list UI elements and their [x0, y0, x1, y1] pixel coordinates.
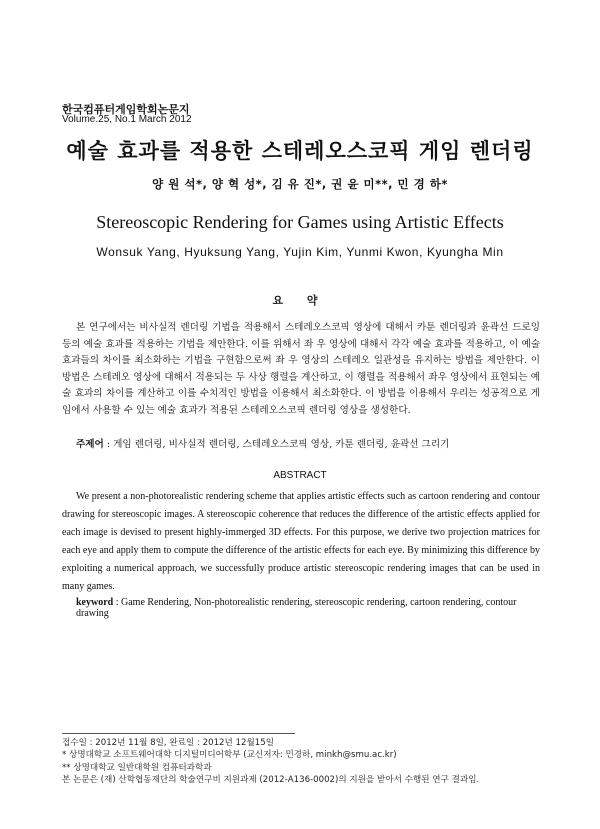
authors-korean: 양 원 석*, 양 혁 성*, 김 유 진*, 권 윤 미**, 민 경 하*	[152, 177, 448, 191]
abstract-english-heading: ABSTRACT	[273, 470, 327, 481]
footnote-affiliation-1: * 상명대학교 소프트웨어대학 디지털미디어학부 (교신저자: 민경하, minkh@smu.ac.kr)	[62, 750, 397, 761]
paper-title-korean: 예술 효과를 적용한 스테레오스코픽 게임 렌더링	[66, 139, 534, 163]
journal-name: 한국컴퓨터게임학회논문지	[62, 104, 190, 116]
abstract-korean-heading: 요 약	[272, 294, 328, 307]
footnote-received-date: 접수일 : 2012년 11월 8일, 완료일 : 2012년 12월15일	[62, 738, 275, 748]
keywords-korean	[76, 436, 546, 450]
footnote-divider	[62, 733, 295, 734]
footnote-funding: 본 논문은 (재) 산학협동재단의 학술연구비 지원과제 (2012-A136-0002)의 지원을 받아서 수행된 연구 결과임.	[62, 775, 480, 786]
journal-volume: Volume.25, No.1 March 2012	[62, 114, 192, 125]
keywords-korean-list: : 게임 렌더링, 비사실적 렌더링, 스테레오스코픽 영상, 카툰 렌더링, 윤곽선 그리기	[103, 439, 450, 450]
abstract-english-body: We present a non-photorealistic rendering scheme that applies artistic effects such as cartoon rendering and contour drawing for stereoscopic images. A stereoscopic coherence that reduces the difference of the artistic effects applied for each image is devised to present highly-immerged 3D effects. For this purpose, we derive two projection matrices for each eye and apply them to compute the difference of the artistic effects for each eye. By minimizing this difference by exploiting a numerical approach, we successfully produce artistic stereoscopic rendering images that can be used in many games.	[62, 491, 540, 593]
keywords-english-label: keyword	[76, 597, 114, 608]
paper-title-english: Stereoscopic Rendering for Games using Artistic Effects	[96, 212, 504, 232]
authors-english: Wonsuk Yang, Hyuksung Yang, Yujin Kim, Yunmi Kwon, Kyungha Min	[96, 245, 504, 259]
footnotes	[62, 737, 562, 787]
footnote-affiliation-2: ** 상명대학교 일반대학원 컴퓨터과학과	[62, 762, 212, 773]
keywords-korean-label: 주제어	[76, 439, 104, 450]
abstract-korean-body: 본 연구에서는 비사실적 렌더링 기법을 적용해서 스테레오스코픽 영상에 대해서 카툰 렌더링과 윤곽선 드로잉 등의 예술 효과를 적용하는 기법을 제안한다. 이를 위해서 좌 우 영상에 대해서 각각 예술 효과를 적용하고, 이 예술 효과들의 차이를 최소화하는 기법을 구현함으로써 좌 우 영상의 스테레오 일관성을 유지하는 방법을 제안한다. 이 방법은 스테레오 영상에 대해서 적용되는 두 사상 행렬을 계산하고, 이 행렬을 적용해서 좌우 영상에서 표현되는 예술 효과의 차이를 계산하고 이를 수치적인 방법을 이용해서 최소화한다. 이 방법을 이용해서 우리는 성공적으로 게임에서 사용할 수 있는 예술 효과가 적용된 스테레오스코픽 렌더링 영상을 생성한다.	[62, 322, 540, 416]
keywords-english	[76, 597, 546, 619]
keywords-english-list: : Game Rendering, Non-photorealistic rendering, stereoscopic rendering, cartoon rendering, contour drawing	[76, 597, 517, 619]
